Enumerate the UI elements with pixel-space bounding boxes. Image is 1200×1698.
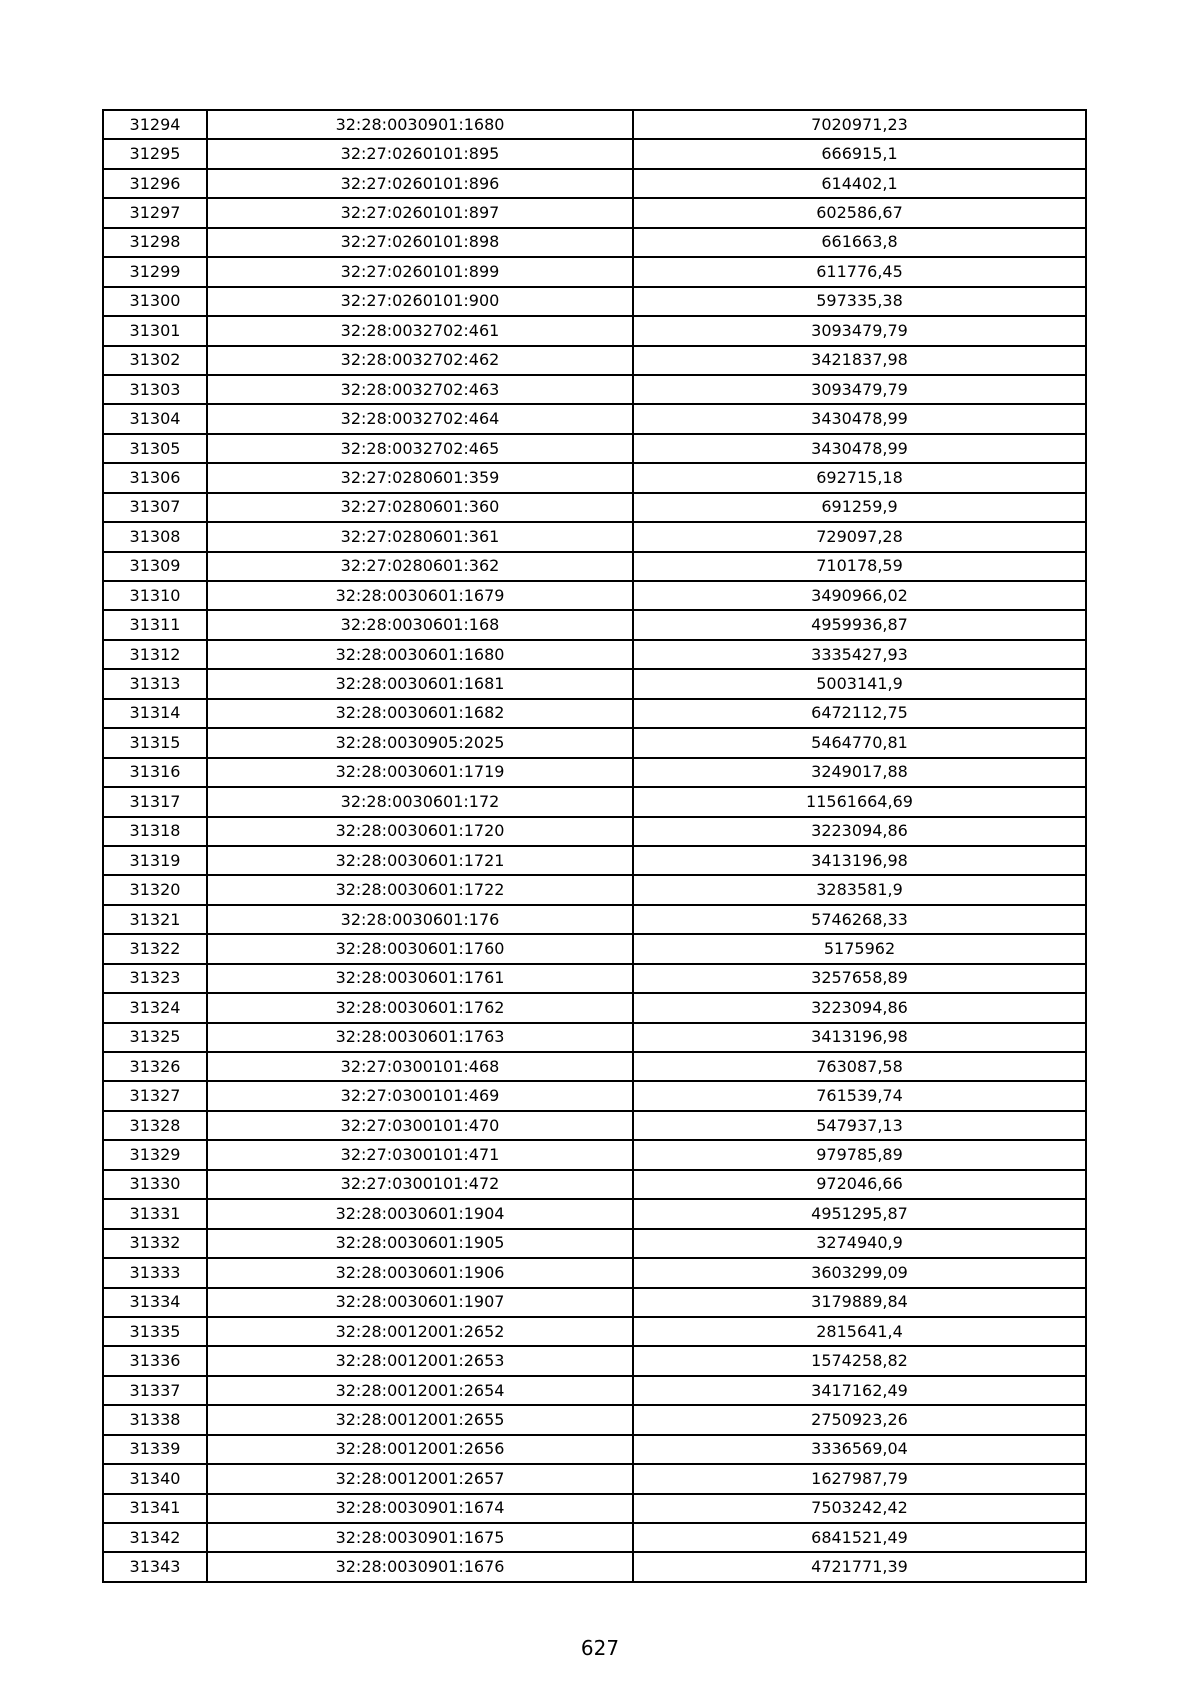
row-number-cell: 31328 <box>103 1111 207 1140</box>
cadastral-number-cell: 32:28:0030601:1722 <box>207 875 633 904</box>
table-row <box>103 787 1086 816</box>
row-number-cell: 31305 <box>103 434 207 463</box>
table-row <box>103 1081 1086 1110</box>
cadastral-number-cell: 32:27:0280601:360 <box>207 493 633 522</box>
table-row <box>103 1111 1086 1140</box>
table-row <box>103 434 1086 463</box>
table-row <box>103 699 1086 728</box>
cadastral-value-cell: 761539,74 <box>633 1081 1086 1110</box>
cadastral-number-cell: 32:28:0012001:2653 <box>207 1346 633 1375</box>
row-number-cell: 31300 <box>103 287 207 316</box>
row-number-cell: 31312 <box>103 640 207 669</box>
cadastral-value-cell: 6472112,75 <box>633 699 1086 728</box>
cadastral-value-cell: 3179889,84 <box>633 1288 1086 1317</box>
row-number-cell: 31325 <box>103 1023 207 1052</box>
row-number-cell: 31294 <box>103 110 207 139</box>
table-body <box>103 110 1086 1582</box>
row-number-cell: 31317 <box>103 787 207 816</box>
row-number-cell: 31306 <box>103 463 207 492</box>
cadastral-number-cell: 32:28:0030601:176 <box>207 905 633 934</box>
row-number-cell: 31337 <box>103 1376 207 1405</box>
cadastral-value-cell: 5464770,81 <box>633 728 1086 757</box>
table-row <box>103 846 1086 875</box>
table-row <box>103 552 1086 581</box>
row-number-cell: 31295 <box>103 139 207 168</box>
cadastral-value-cell: 7503242,42 <box>633 1494 1086 1523</box>
cadastral-number-cell: 32:28:0030601:168 <box>207 610 633 639</box>
cadastral-number-cell: 32:28:0012001:2655 <box>207 1405 633 1434</box>
table-row <box>103 1346 1086 1375</box>
row-number-cell: 31331 <box>103 1199 207 1228</box>
cadastral-number-cell: 32:28:0030601:1763 <box>207 1023 633 1052</box>
cadastral-value-cell: 2815641,4 <box>633 1317 1086 1346</box>
row-number-cell: 31298 <box>103 228 207 257</box>
cadastral-value-cell: 979785,89 <box>633 1140 1086 1169</box>
row-number-cell: 31341 <box>103 1494 207 1523</box>
cadastral-value-cell: 6841521,49 <box>633 1523 1086 1552</box>
table-row <box>103 640 1086 669</box>
cadastral-number-cell: 32:28:0030901:1674 <box>207 1494 633 1523</box>
cadastral-value-cell: 5175962 <box>633 934 1086 963</box>
row-number-cell: 31308 <box>103 522 207 551</box>
cadastral-number-cell: 32:28:0030601:172 <box>207 787 633 816</box>
cadastral-number-cell: 32:28:0030905:2025 <box>207 728 633 757</box>
table-row <box>103 1052 1086 1081</box>
cadastral-number-cell: 32:28:0030601:1721 <box>207 846 633 875</box>
row-number-cell: 31318 <box>103 817 207 846</box>
table-row <box>103 316 1086 345</box>
table-row <box>103 875 1086 904</box>
cadastral-value-cell: 3417162,49 <box>633 1376 1086 1405</box>
cadastral-value-cell: 602586,67 <box>633 198 1086 227</box>
row-number-cell: 31330 <box>103 1170 207 1199</box>
cadastral-number-cell: 32:28:0030601:1680 <box>207 640 633 669</box>
cadastral-value-cell: 4959936,87 <box>633 610 1086 639</box>
cadastral-number-cell: 32:28:0012001:2654 <box>207 1376 633 1405</box>
cadastral-value-cell: 710178,59 <box>633 552 1086 581</box>
row-number-cell: 31322 <box>103 934 207 963</box>
table-row <box>103 581 1086 610</box>
cadastral-value-cell: 3283581,9 <box>633 875 1086 904</box>
cadastral-value-cell: 2750923,26 <box>633 1405 1086 1434</box>
row-number-cell: 31324 <box>103 993 207 1022</box>
cadastral-value-cell: 4951295,87 <box>633 1199 1086 1228</box>
cadastral-value-cell: 3430478,99 <box>633 434 1086 463</box>
row-number-cell: 31340 <box>103 1464 207 1493</box>
cadastral-number-cell: 32:27:0300101:471 <box>207 1140 633 1169</box>
row-number-cell: 31323 <box>103 964 207 993</box>
cadastral-number-cell: 32:28:0030601:1761 <box>207 964 633 993</box>
cadastral-value-cell: 3413196,98 <box>633 846 1086 875</box>
table-row <box>103 404 1086 433</box>
table-row <box>103 1494 1086 1523</box>
table-row <box>103 1376 1086 1405</box>
row-number-cell: 31303 <box>103 375 207 404</box>
row-number-cell: 31343 <box>103 1552 207 1581</box>
cadastral-number-cell: 32:27:0300101:470 <box>207 1111 633 1140</box>
cadastral-value-cell: 547937,13 <box>633 1111 1086 1140</box>
cadastral-value-cell: 3413196,98 <box>633 1023 1086 1052</box>
row-number-cell: 31310 <box>103 581 207 610</box>
cadastral-number-cell: 32:27:0260101:897 <box>207 198 633 227</box>
cadastral-value-cell: 5003141,9 <box>633 669 1086 698</box>
cadastral-value-cell: 3421837,98 <box>633 346 1086 375</box>
cadastral-value-cell: 3335427,93 <box>633 640 1086 669</box>
row-number-cell: 31319 <box>103 846 207 875</box>
row-number-cell: 31339 <box>103 1435 207 1464</box>
cadastral-value-cell: 1574258,82 <box>633 1346 1086 1375</box>
cadastral-value-cell: 972046,66 <box>633 1170 1086 1199</box>
cadastral-number-cell: 32:28:0032702:464 <box>207 404 633 433</box>
row-number-cell: 31299 <box>103 257 207 286</box>
table-row <box>103 522 1086 551</box>
cadastral-number-cell: 32:28:0030601:1682 <box>207 699 633 728</box>
table-row <box>103 375 1086 404</box>
row-number-cell: 31332 <box>103 1229 207 1258</box>
table-row <box>103 1199 1086 1228</box>
row-number-cell: 31338 <box>103 1405 207 1434</box>
table-row <box>103 1435 1086 1464</box>
cadastral-value-cell: 7020971,23 <box>633 110 1086 139</box>
table-row <box>103 964 1086 993</box>
table-row <box>103 1288 1086 1317</box>
table-row <box>103 905 1086 934</box>
table-row <box>103 817 1086 846</box>
cadastral-number-cell: 32:28:0030601:1905 <box>207 1229 633 1258</box>
table-row <box>103 1229 1086 1258</box>
cadastral-number-cell: 32:27:0280601:361 <box>207 522 633 551</box>
row-number-cell: 31326 <box>103 1052 207 1081</box>
cadastral-number-cell: 32:27:0260101:898 <box>207 228 633 257</box>
cadastral-value-cell: 3490966,02 <box>633 581 1086 610</box>
row-number-cell: 31302 <box>103 346 207 375</box>
cadastral-number-cell: 32:28:0030601:1762 <box>207 993 633 1022</box>
cadastral-number-cell: 32:27:0260101:899 <box>207 257 633 286</box>
row-number-cell: 31311 <box>103 610 207 639</box>
page-number: 627 <box>580 1636 620 1660</box>
table-row <box>103 1317 1086 1346</box>
cadastral-value-cell: 3430478,99 <box>633 404 1086 433</box>
cadastral-value-cell: 3336569,04 <box>633 1435 1086 1464</box>
table-row <box>103 1140 1086 1169</box>
cadastral-number-cell: 32:28:0030601:1907 <box>207 1288 633 1317</box>
cadastral-number-cell: 32:27:0300101:468 <box>207 1052 633 1081</box>
row-number-cell: 31307 <box>103 493 207 522</box>
table-row <box>103 228 1086 257</box>
table-row <box>103 1170 1086 1199</box>
cadastral-number-cell: 32:28:0030601:1760 <box>207 934 633 963</box>
cadastral-value-cell: 597335,38 <box>633 287 1086 316</box>
cadastral-number-cell: 32:28:0030601:1679 <box>207 581 633 610</box>
row-number-cell: 31313 <box>103 669 207 698</box>
cadastral-value-cell: 4721771,39 <box>633 1552 1086 1581</box>
cadastral-number-cell: 32:28:0012001:2652 <box>207 1317 633 1346</box>
cadastral-value-cell: 661663,8 <box>633 228 1086 257</box>
table-row <box>103 169 1086 198</box>
cadastral-number-cell: 32:28:0032702:465 <box>207 434 633 463</box>
cadastral-value-cell: 1627987,79 <box>633 1464 1086 1493</box>
cadastral-value-cell: 3274940,9 <box>633 1229 1086 1258</box>
row-number-cell: 31335 <box>103 1317 207 1346</box>
cadastral-value-cell: 3257658,89 <box>633 964 1086 993</box>
table-row <box>103 1023 1086 1052</box>
cadastral-value-cell: 3223094,86 <box>633 993 1086 1022</box>
table-row <box>103 669 1086 698</box>
row-number-cell: 31329 <box>103 1140 207 1169</box>
table-row <box>103 758 1086 787</box>
table-row <box>103 346 1086 375</box>
table-row <box>103 257 1086 286</box>
row-number-cell: 31315 <box>103 728 207 757</box>
cadastral-value-cell: 3249017,88 <box>633 758 1086 787</box>
table-row <box>103 728 1086 757</box>
table-row <box>103 493 1086 522</box>
table-row <box>103 198 1086 227</box>
cadastral-value-cell: 763087,58 <box>633 1052 1086 1081</box>
row-number-cell: 31309 <box>103 552 207 581</box>
table-row <box>103 1258 1086 1287</box>
cadastral-number-cell: 32:27:0260101:896 <box>207 169 633 198</box>
row-number-cell: 31333 <box>103 1258 207 1287</box>
cadastral-number-cell: 32:28:0012001:2657 <box>207 1464 633 1493</box>
row-number-cell: 31304 <box>103 404 207 433</box>
row-number-cell: 31327 <box>103 1081 207 1110</box>
table-row <box>103 463 1086 492</box>
cadastral-number-cell: 32:27:0280601:362 <box>207 552 633 581</box>
row-number-cell: 31296 <box>103 169 207 198</box>
cadastral-value-table <box>102 109 1087 1583</box>
cadastral-number-cell: 32:28:0032702:462 <box>207 346 633 375</box>
cadastral-value-cell: 11561664,69 <box>633 787 1086 816</box>
cadastral-value-cell: 614402,1 <box>633 169 1086 198</box>
row-number-cell: 31297 <box>103 198 207 227</box>
cadastral-number-cell: 32:27:0300101:472 <box>207 1170 633 1199</box>
cadastral-value-cell: 3093479,79 <box>633 375 1086 404</box>
cadastral-number-cell: 32:28:0030601:1906 <box>207 1258 633 1287</box>
row-number-cell: 31342 <box>103 1523 207 1552</box>
cadastral-number-cell: 32:27:0280601:359 <box>207 463 633 492</box>
cadastral-value-cell: 692715,18 <box>633 463 1086 492</box>
cadastral-number-cell: 32:28:0030901:1676 <box>207 1552 633 1581</box>
row-number-cell: 31334 <box>103 1288 207 1317</box>
cadastral-number-cell: 32:28:0012001:2656 <box>207 1435 633 1464</box>
table-row <box>103 139 1086 168</box>
cadastral-number-cell: 32:28:0030601:1720 <box>207 817 633 846</box>
cadastral-number-cell: 32:28:0030601:1719 <box>207 758 633 787</box>
table-row <box>103 1552 1086 1581</box>
table-row <box>103 1464 1086 1493</box>
table-row <box>103 993 1086 1022</box>
cadastral-number-cell: 32:28:0032702:463 <box>207 375 633 404</box>
row-number-cell: 31321 <box>103 905 207 934</box>
cadastral-value-cell: 729097,28 <box>633 522 1086 551</box>
table-row <box>103 1405 1086 1434</box>
table-row <box>103 934 1086 963</box>
row-number-cell: 31336 <box>103 1346 207 1375</box>
row-number-cell: 31316 <box>103 758 207 787</box>
row-number-cell: 31301 <box>103 316 207 345</box>
row-number-cell: 31314 <box>103 699 207 728</box>
row-number-cell: 31320 <box>103 875 207 904</box>
cadastral-value-cell: 3603299,09 <box>633 1258 1086 1287</box>
cadastral-value-cell: 3093479,79 <box>633 316 1086 345</box>
cadastral-number-cell: 32:28:0030601:1681 <box>207 669 633 698</box>
table-row <box>103 1523 1086 1552</box>
cadastral-number-cell: 32:28:0030901:1675 <box>207 1523 633 1552</box>
cadastral-number-cell: 32:27:0260101:895 <box>207 139 633 168</box>
cadastral-value-cell: 3223094,86 <box>633 817 1086 846</box>
cadastral-number-cell: 32:28:0030601:1904 <box>207 1199 633 1228</box>
cadastral-number-cell: 32:28:0030901:1680 <box>207 110 633 139</box>
table-row <box>103 110 1086 139</box>
cadastral-number-cell: 32:28:0032702:461 <box>207 316 633 345</box>
table-row <box>103 610 1086 639</box>
cadastral-value-cell: 666915,1 <box>633 139 1086 168</box>
cadastral-value-cell: 691259,9 <box>633 493 1086 522</box>
table-row <box>103 287 1086 316</box>
cadastral-value-cell: 5746268,33 <box>633 905 1086 934</box>
cadastral-number-cell: 32:27:0260101:900 <box>207 287 633 316</box>
cadastral-value-cell: 611776,45 <box>633 257 1086 286</box>
cadastral-number-cell: 32:27:0300101:469 <box>207 1081 633 1110</box>
